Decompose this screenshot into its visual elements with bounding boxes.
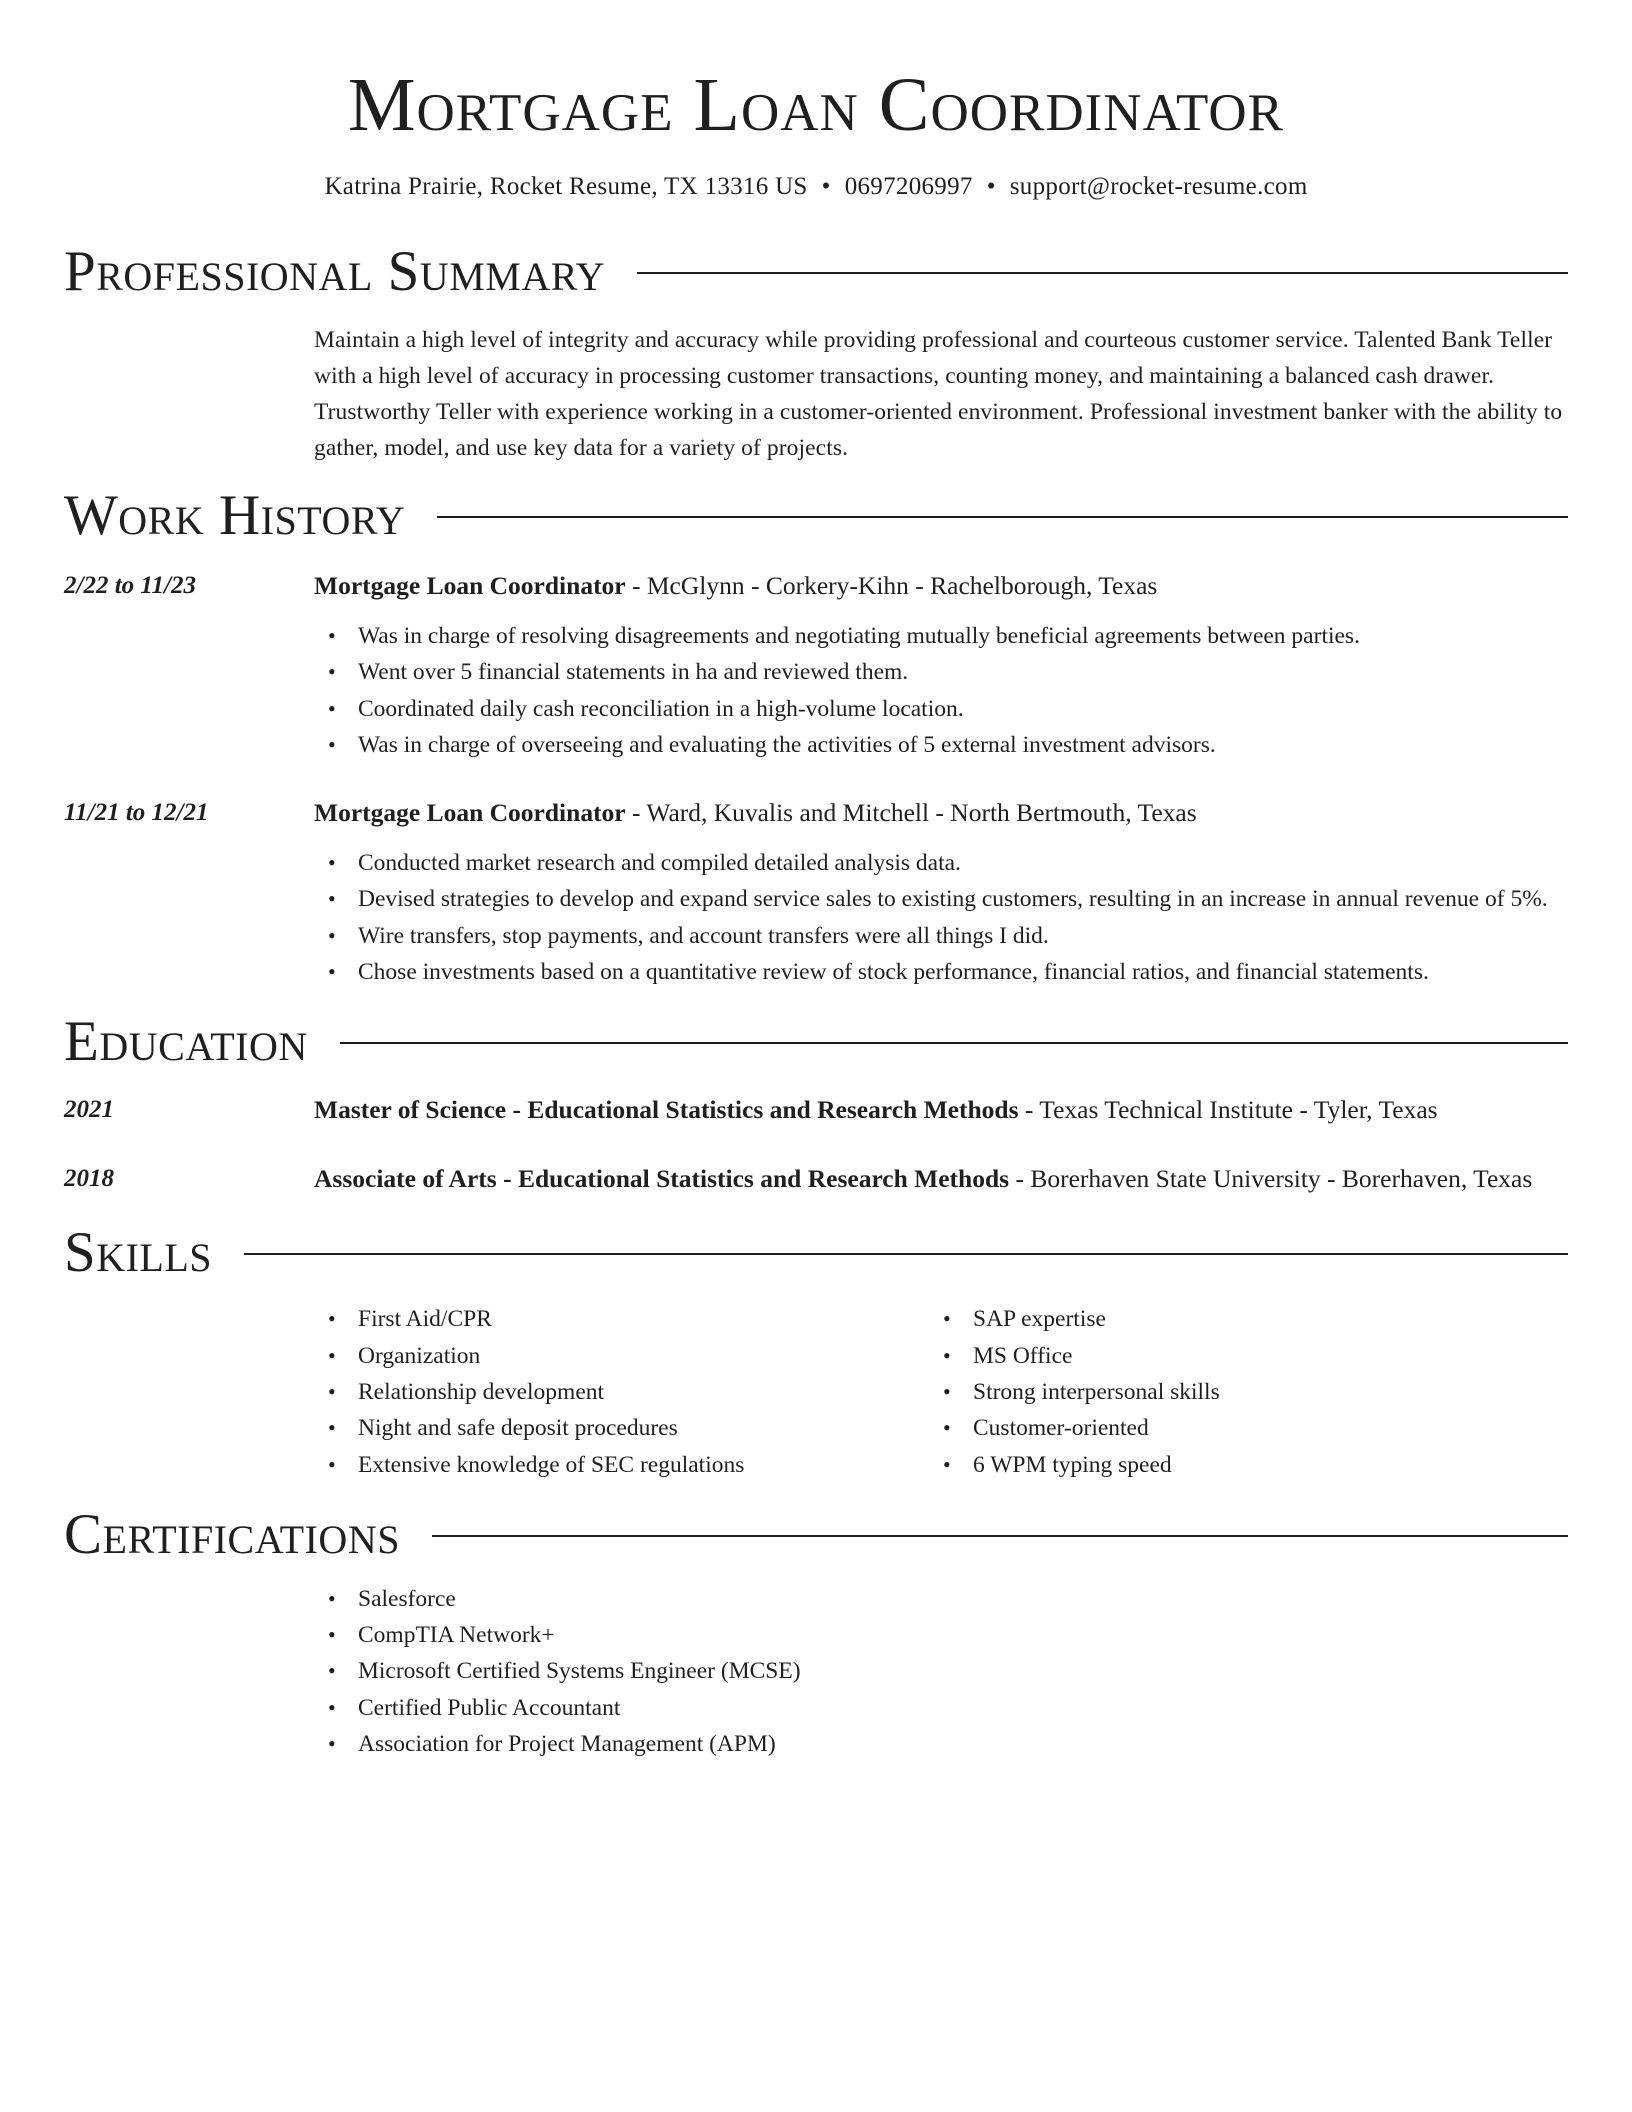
education-year: 2021 (64, 1096, 114, 1124)
work-title: Work History (64, 484, 406, 547)
list-item: • Salesforce (314, 1581, 1568, 1617)
list-item: • Was in charge of overseeing and evaluating the activities of 5 external investment advisors. (314, 727, 1568, 763)
list-item: • CompTIA Network+ (314, 1617, 1568, 1653)
list-item: • Organization (314, 1338, 929, 1374)
list-item: • Coordinated daily cash reconciliation in a high-volume location. (314, 691, 1568, 727)
list-item: • Night and safe deposit procedures (314, 1410, 929, 1446)
job-entry (64, 566, 1568, 763)
job-entry (64, 793, 1568, 990)
job-position: Mortgage Loan Coordinator (314, 571, 626, 600)
education-details: - Borerhaven State University - Borerhaven, Texas (1009, 1164, 1533, 1194)
job-heading (314, 566, 1568, 606)
list-item: • Certified Public Accountant (314, 1690, 1568, 1726)
job-details: - McGlynn - Corkery-Kihn - Rachelborough, Texas (625, 571, 1158, 600)
list-item: • SAP expertise (929, 1301, 1544, 1337)
skills-row (64, 1301, 1568, 1482)
summary-spacer (64, 322, 314, 466)
contact-separator: • (821, 173, 831, 200)
certifications-spacer (64, 1581, 314, 1762)
section-divider (340, 1042, 1568, 1044)
list-item: • Extensive knowledge of SEC regulations (314, 1447, 929, 1483)
list-item: • Wire transfers, stop payments, and account transfers were all things I did. (314, 918, 1568, 954)
education-year: 2018 (64, 1165, 114, 1193)
job-bullets (314, 618, 1568, 763)
education-section-header (64, 1012, 1568, 1072)
summary-text: Maintain a high level of integrity and accuracy while providing professional and courteous customer service. Talented Bank Teller with a high level of accuracy in processing customer transactions, counting money, and maintaining a balanced cash drawer. Trustworthy Teller with experience working in a customer-oriented environment. Professional investment banker with the ability to gather, model, and use key data for a variety of projects. (314, 327, 1563, 461)
list-item: • Customer-oriented (929, 1410, 1544, 1446)
list-item: • Association for Project Management (APM) (314, 1726, 1568, 1762)
list-item: • Chose investments based on a quantitative review of stock performance, financial ratios, and financial statements. (314, 954, 1568, 990)
job-dates: 11/21 to 12/21 (64, 799, 209, 827)
education-details: - Texas Technical Institute - Tyler, Texas (1018, 1095, 1438, 1125)
education-body (314, 1090, 1568, 1130)
job-body (314, 793, 1568, 990)
list-item: • Was in charge of resolving disagreements and negotiating mutually beneficial agreements between parties. (314, 618, 1568, 654)
section-divider (637, 272, 1568, 274)
education-degree: Associate of Arts - Educational Statistics and Research Methods (314, 1164, 1010, 1194)
job-dates: 2/22 to 11/23 (64, 572, 196, 599)
certifications-body (314, 1581, 1568, 1762)
list-item: • Conducted market research and compiled detailed analysis data. (314, 845, 1568, 881)
education-body (314, 1159, 1568, 1199)
job-heading (314, 793, 1568, 833)
summary-title: Professional Summary (64, 240, 606, 303)
skills-list-right (929, 1301, 1544, 1482)
list-item: • Strong interpersonal skills (929, 1374, 1544, 1410)
job-position: Mortgage Loan Coordinator (314, 798, 626, 828)
skills-grid (314, 1301, 1568, 1482)
list-item: • First Aid/CPR (314, 1301, 929, 1337)
contact-address: Katrina Prairie, Rocket Resume, TX 13316 US (324, 173, 808, 200)
contact-line (64, 170, 1568, 204)
education-entry (64, 1159, 1568, 1199)
resume-page (64, 0, 1568, 1762)
education-entry (64, 1090, 1568, 1130)
certifications-title: Certifications (64, 1502, 400, 1566)
list-item: • Microsoft Certified Systems Engineer (MCSE) (314, 1653, 1568, 1689)
contact-separator: • (986, 173, 996, 200)
section-divider (432, 1535, 1568, 1537)
section-divider (437, 516, 1568, 518)
skills-spacer (64, 1301, 314, 1482)
list-item: • Relationship development (314, 1374, 929, 1410)
list-item: • 6 WPM typing speed (929, 1447, 1544, 1483)
skills-section-header (64, 1223, 1568, 1283)
resume-name: Mortgage Loan Coordinator (347, 63, 1285, 147)
education-degree: Master of Science - Educational Statistics and Research Methods (314, 1095, 1019, 1125)
skills-title: Skills (64, 1221, 213, 1285)
contact-email[interactable]: support@rocket-resume.com (1009, 173, 1308, 200)
certifications-row (64, 1581, 1568, 1762)
certifications-list (314, 1581, 1568, 1762)
summary-row (64, 322, 1568, 466)
contact-phone: 0697206997 (844, 173, 973, 200)
work-section-header (64, 486, 1568, 546)
education-title: Education (64, 1010, 308, 1074)
skills-list-left (314, 1301, 929, 1482)
job-details: - Ward, Kuvalis and Mitchell - North Bertmouth, Texas (625, 798, 1197, 828)
list-item: • Devised strategies to develop and expand service sales to existing customers, resulting in an increase in annual revenue of 5%. (314, 881, 1568, 917)
list-item: • MS Office (929, 1338, 1544, 1374)
job-bullets (314, 845, 1568, 990)
section-divider (244, 1253, 1568, 1255)
certifications-section-header (64, 1502, 1568, 1566)
summary-section-header (64, 242, 1568, 302)
list-item: • Went over 5 financial statements in ha and reviewed them. (314, 654, 1568, 690)
job-body (314, 566, 1568, 763)
